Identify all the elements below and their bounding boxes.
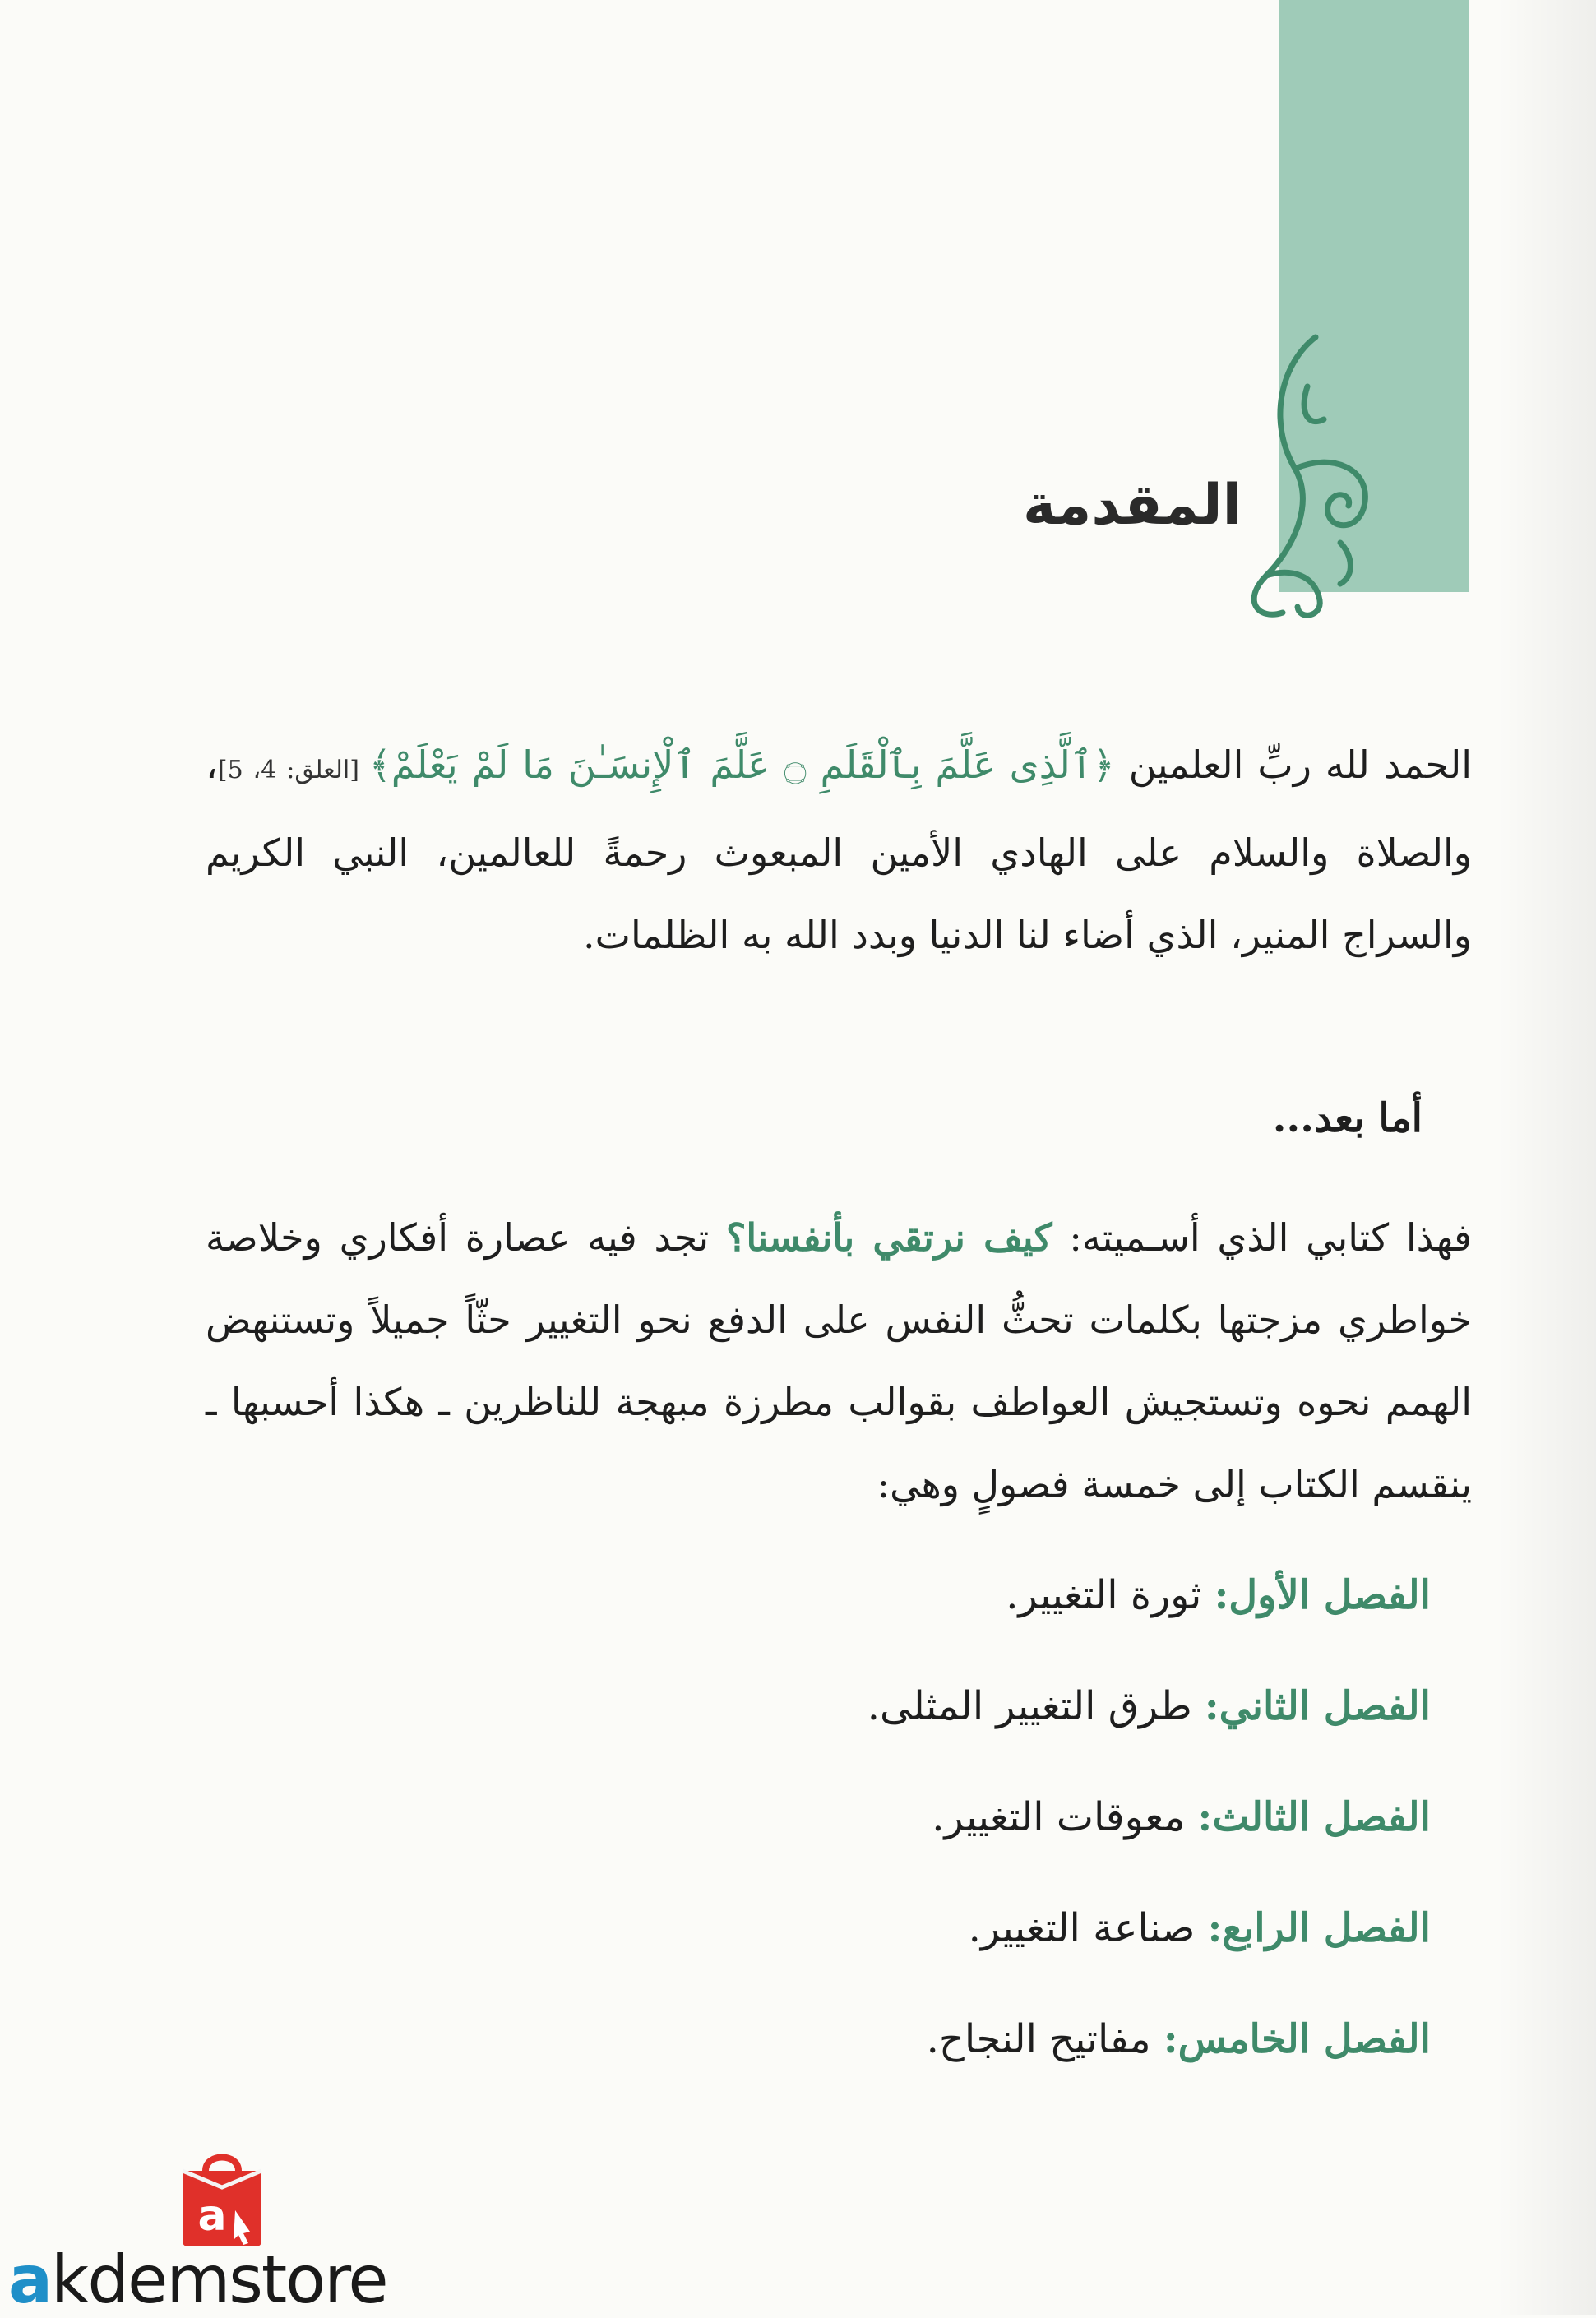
chapter-title: صناعة التغيير. xyxy=(968,1905,1208,1951)
chapter-label: الفصل الرابع: xyxy=(1207,1905,1431,1951)
page-title: المقدمة xyxy=(1023,473,1242,538)
book-title: كيف نرتقي بأنفسنا؟ xyxy=(725,1215,1052,1260)
shopping-bag-icon xyxy=(173,2146,271,2253)
intro-text-start: الحمد لله ربِّ العلمين xyxy=(1114,743,1472,787)
brand-letter-a: a xyxy=(8,2242,51,2318)
chapter-title: طرق التغيير المثلى. xyxy=(867,1683,1205,1729)
quran-citation: [العلق: 4، 5] xyxy=(217,756,369,784)
intro-paragraph xyxy=(206,724,1472,976)
chapter-item xyxy=(576,1887,1431,1998)
amma-baad-heading: أما بعد... xyxy=(1272,1095,1423,1141)
chapter-item xyxy=(576,1998,1431,2109)
chapter-item xyxy=(576,1776,1431,1887)
page-edge-shadow xyxy=(1497,0,1596,2315)
quran-quote: ﴿ٱلَّذِى عَلَّمَ بِٱلْقَلَمِ ۝ عَلَّمَ ٱلْإِنسَـٰنَ مَا لَمْ يَعْلَمْ﴾ xyxy=(368,743,1115,787)
chapter-label: الفصل الخامس: xyxy=(1163,2016,1431,2062)
chapter-title: مفاتيح النجاح. xyxy=(926,2016,1163,2062)
chapter-label: الفصل الأول: xyxy=(1214,1572,1431,1618)
chapter-title: ثورة التغيير. xyxy=(1006,1572,1214,1618)
body-text-start: فهذا كتابي الذي أسـميته: xyxy=(1052,1215,1472,1260)
logo-icon-letter: a xyxy=(197,2191,227,2241)
chapter-title: معوقات التغيير. xyxy=(932,1794,1198,1840)
chapter-label: الفصل الثالث: xyxy=(1197,1794,1431,1840)
intro-text-end: ، والصلاة والسلام على الهادي الأمين المبعوث رحمةً للعالمين، النبي الكريم والسراج المنير، الذي أضاء لنا الدنيا وبدد الله به الظلمات. xyxy=(206,743,1472,957)
store-brand-text xyxy=(8,2242,436,2318)
flourish-ornament xyxy=(1217,329,1398,625)
store-watermark xyxy=(8,2146,436,2318)
brand-name-rest: kdemstore xyxy=(50,2242,387,2318)
body-text-end: تجد فيه عصارة أفكاري وخلاصة خواطري مزجتها بكلمات تحثُّ النفس على الدفع نحو التغيير حثّاً جميلاً وتستنهض الهمم نحوه وتستجيش العواطف بقوالب مطرزة مبهجة للناظرين ـ هكذا أحسبها ـ ينقسم الكتاب إلى خمسة فصولٍ وهي: xyxy=(206,1215,1472,1506)
chapter-list xyxy=(576,1554,1431,2109)
chapter-item xyxy=(576,1665,1431,1776)
body-paragraph xyxy=(206,1196,1472,1525)
chapter-label: الفصل الثاني: xyxy=(1204,1683,1431,1729)
chapter-item xyxy=(576,1554,1431,1665)
